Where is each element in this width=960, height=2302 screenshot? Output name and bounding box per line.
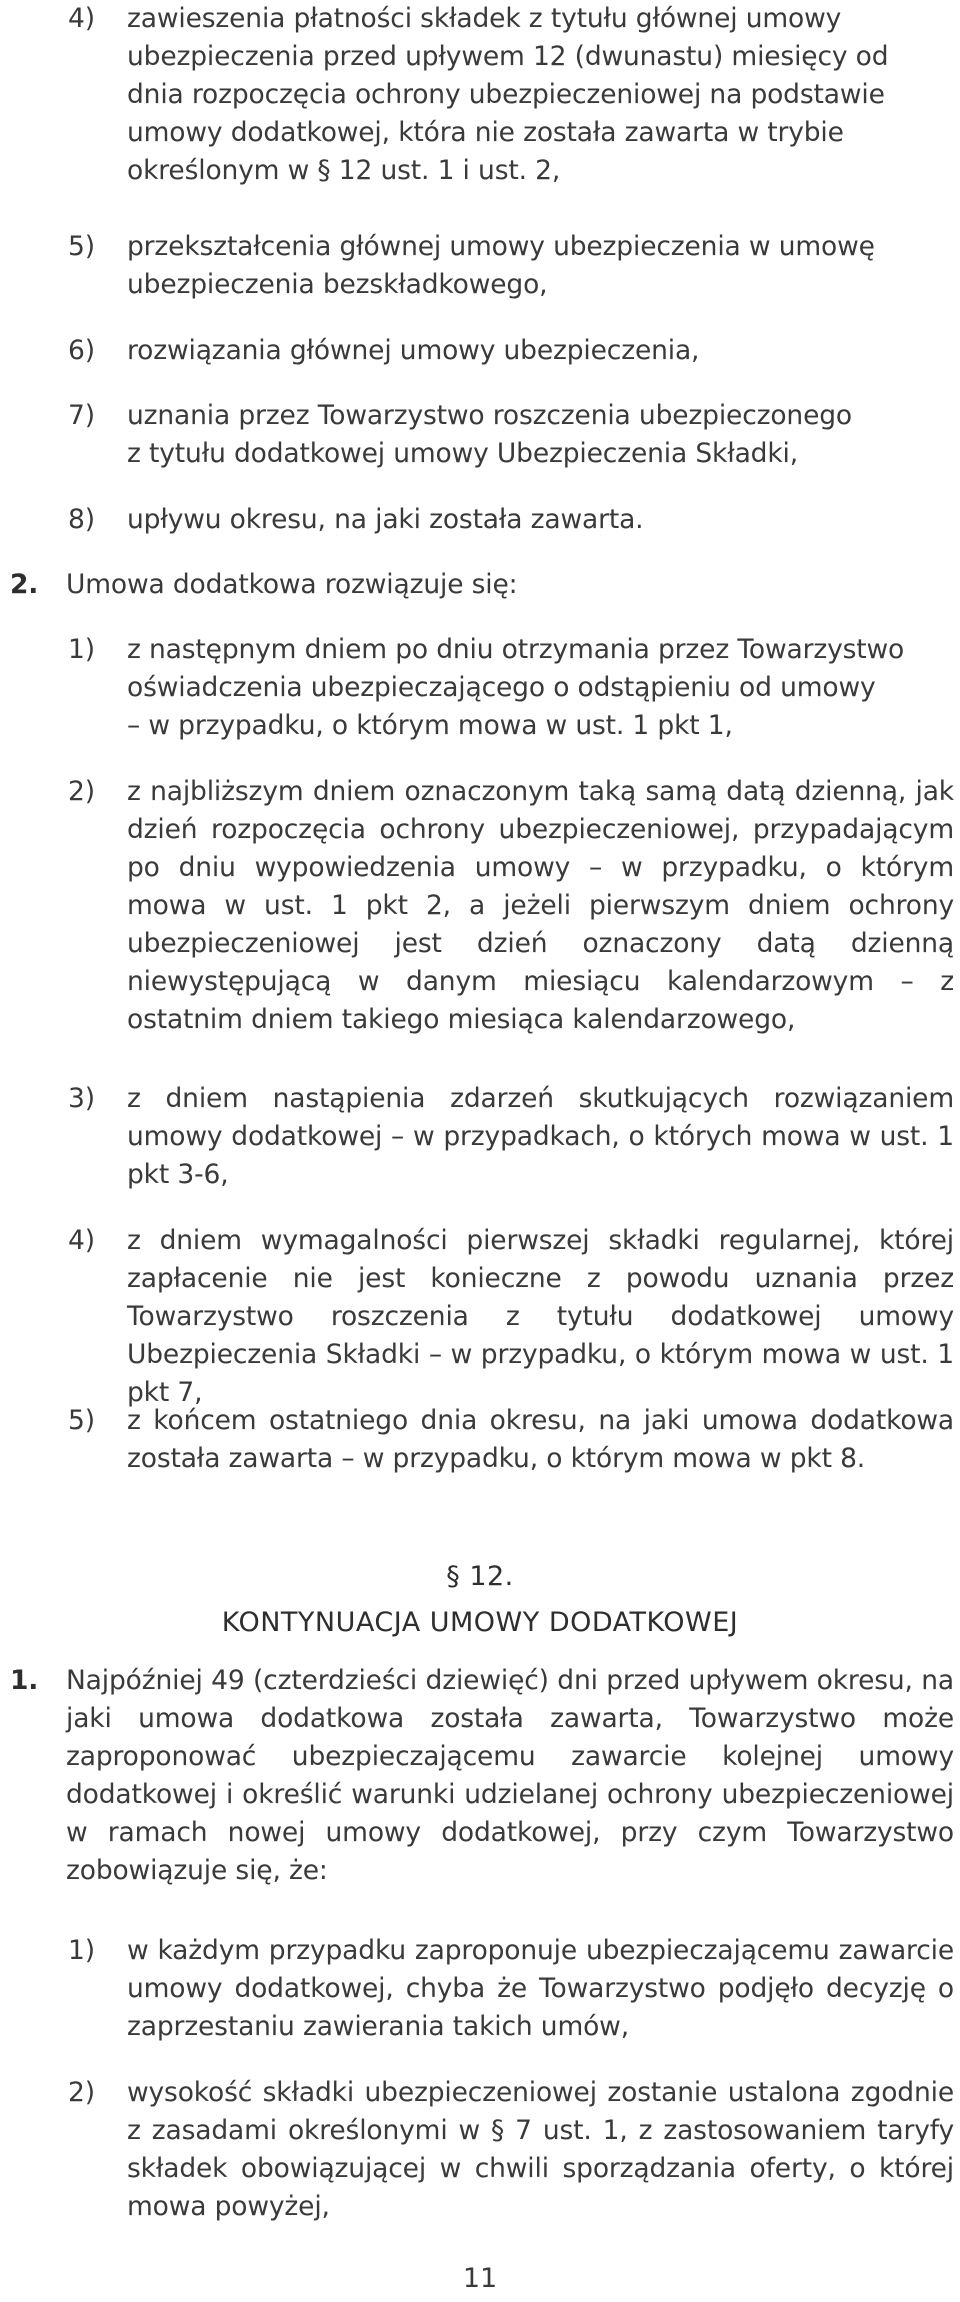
section-title: KONTYNUACJA UMOWY DODATKOWEJ	[221, 1607, 739, 1638]
list-item	[68, 397, 954, 473]
list-item	[68, 2074, 954, 2226]
list-item	[68, 1080, 954, 1194]
item-number: 1)	[68, 1935, 95, 1966]
list-item	[68, 1402, 954, 1478]
list-item	[68, 0, 954, 190]
item-number: 8)	[68, 504, 95, 535]
item-text: zawieszenia płatności składek z tytułu głównej umowy ubezpieczenia przed upływem 12 (dwunastu) miesięcy od dnia rozpoczęcia ochrony ubezpieczeniowej na podstawie umowy dodatkowej, która nie została zawarta w trybie określonym w § 12 ust. 1 i ust. 2,	[127, 3, 889, 186]
item-text: w każdym przypadku zaproponuje ubezpieczającemu zawarcie umowy dodatkowej, chyba że Towarzystwo podjęło decyzję o zaprzestaniu zawierania takich umów,	[127, 1935, 954, 2042]
section-text: Umowa dodatkowa rozwiązuje się:	[66, 569, 518, 600]
item-text: przekształcenia głównej umowy ubezpieczenia w umowę ubezpieczenia bezskładkowego,	[127, 231, 875, 300]
item-text: upływu okresu, na jaki została zawarta.	[127, 504, 644, 535]
item-number: 3)	[68, 1083, 95, 1114]
list-item	[68, 228, 954, 304]
item-number: 1)	[68, 634, 95, 665]
item-number: 4)	[68, 1225, 95, 1256]
section-number: 1.	[10, 1665, 39, 1696]
item-number: 5)	[68, 1405, 95, 1436]
section-paragraph	[10, 566, 954, 604]
item-number: 7)	[68, 400, 95, 431]
item-number: 2)	[68, 776, 95, 807]
list-item	[68, 332, 954, 370]
item-text: z najbliższym dniem oznaczonym taką samą datą dzienną, jak dzień rozpoczęcia ochrony ubezpieczeniowej, przypadającym po dniu wypowiedzenia umowy – w przypadku, o którym mowa w ust. 1 pkt 2, a jeżeli pierwszym dniem ochrony ubezpieczeniowej jest dzień oznaczony datą dzienną niewystępującą w danym miesiącu kalendarzowym – z ostatnim dniem takiego miesiąca kalendarzowego,	[127, 776, 954, 1035]
page-number: 11	[462, 2263, 498, 2294]
list-item	[68, 631, 954, 745]
list-item	[68, 501, 954, 539]
list-item	[68, 773, 954, 1039]
section-mark: § 12.	[446, 1561, 514, 1592]
item-text: uznania przez Towarzystwo roszczenia ubezpieczonego z tytułu dodatkowej umowy Ubezpieczenia Składki,	[127, 400, 852, 469]
item-text: z dniem nastąpienia zdarzeń skutkujących rozwiązaniem umowy dodatkowej – w przypadkach, o których mowa w ust. 1 pkt 3-6,	[127, 1083, 954, 1190]
item-number: 2)	[68, 2077, 95, 2108]
item-text: z dniem wymagalności pierwszej składki regularnej, której zapłacenie nie jest konieczne z powodu uznania przez Towarzystwo roszczenia z tytułu dodatkowej umowy Ubezpieczenia Składki – w przypadku, o którym mowa w ust. 1 pkt 7,	[127, 1225, 954, 1408]
item-number: 4)	[68, 3, 95, 34]
item-number: 6)	[68, 335, 95, 366]
item-number: 5)	[68, 231, 95, 262]
list-item	[68, 1932, 954, 2046]
item-text: z następnym dniem po dniu otrzymania przez Towarzystwo oświadczenia ubezpieczającego o odstąpieniu od umowy – w przypadku, o którym mowa w ust. 1 pkt 1,	[127, 634, 905, 741]
section-paragraph	[10, 1662, 954, 1890]
section-number: 2.	[10, 569, 39, 600]
item-text: wysokość składki ubezpieczeniowej zostanie ustalona zgodnie z zasadami określonymi w § 7 ust. 1, z zastosowaniem taryfy składek obowiązującej w chwili sporządzania oferty, o której mowa powyżej,	[127, 2077, 954, 2222]
item-text: rozwiązania głównej umowy ubezpieczenia,	[127, 335, 700, 366]
item-text: z końcem ostatniego dnia okresu, na jaki umowa dodatkowa została zawarta – w przypadku, o którym mowa w pkt 8.	[127, 1405, 954, 1474]
list-item	[68, 1222, 954, 1412]
section-text: Najpóźniej 49 (czterdzieści dziewięć) dni przed upływem okresu, na jaki umowa dodatkowa została zawarta, Towarzystwo może zaproponować ubezpieczającemu zawarcie kolejnej umowy dodatkowej i określić warunki udzielanej ochrony ubezpieczeniowej w ramach nowej umowy dodatkowej, przy czym Towarzystwo zobowiązuje się, że:	[66, 1665, 954, 1886]
